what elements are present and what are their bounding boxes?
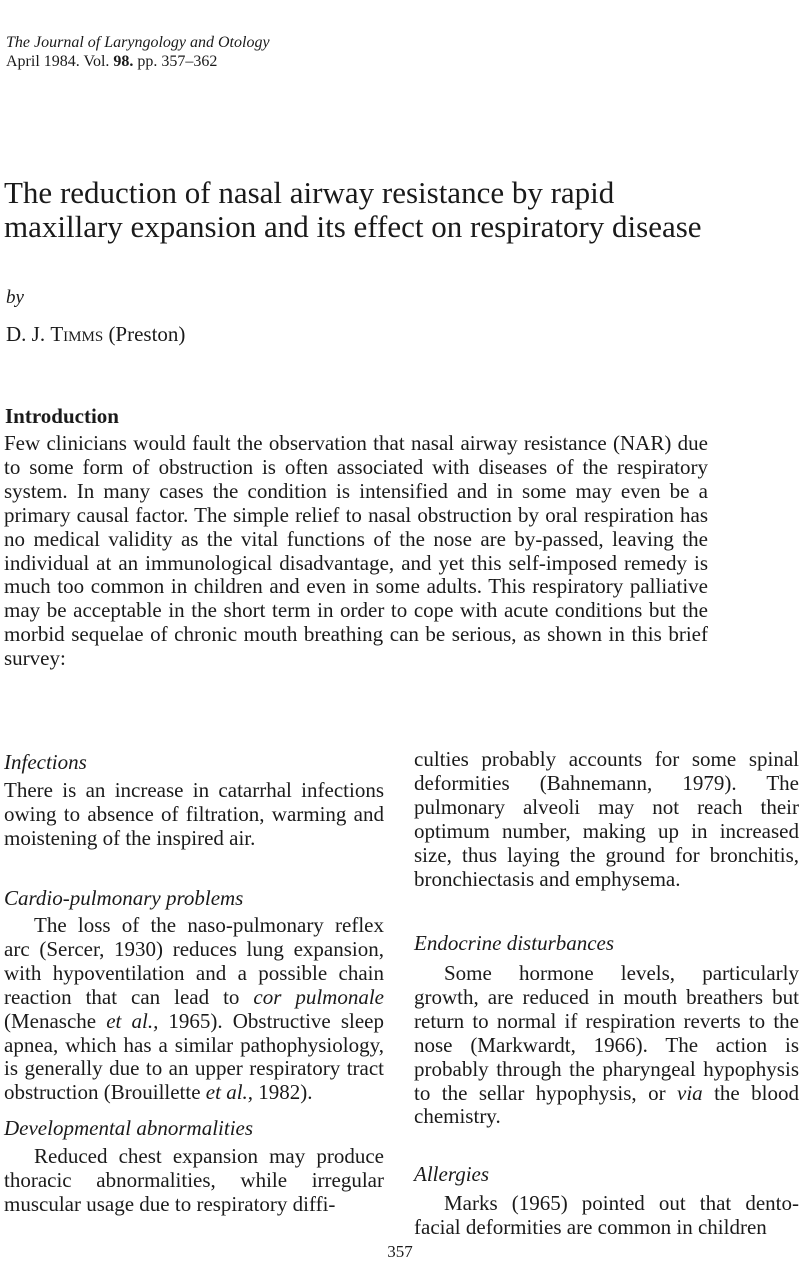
author-location: (Preston) <box>108 322 186 346</box>
journal-name: The Journal of Laryngology and Otology <box>6 34 270 51</box>
cor-pulmonale-term: cor pulmonale <box>253 984 384 1009</box>
developmental-paragraph: Reduced chest expansion may produce thoracic abnormalities, while irregular muscular usage due to respiratory diffi- <box>4 1144 384 1216</box>
endocrine-paragraph: Some hormone levels, particularly growth, are reduced in mouth breathers but return to normal if respiration reverts to the nose (Markwardt, 1966). The action is probably through the pharyngeal hypophysis to the sellar hypophysis, or via the blood chemistry. <box>414 961 799 1129</box>
developmental-paragraph-continued: culties probably accounts for some spinal deformities (Bahnemann, 1979). The pulmonary alveoli may not reach their optimum number, making up in increased size, thus laying the ground for bronchitis, bronchiectasis and emphysema. <box>414 747 799 891</box>
introduction-paragraph: Few clinicians would fault the observation that nasal airway resistance (NAR) due to some form of obstruction is often associated with diseases of the respiratory system. In many cases the condition is intensified and in some may even be a primary causal factor. The simple relief to nasal obstruction by oral respiration has no medical validity as the vital functions of the nose are by-passed, leaving the individual at an immunological disadvantage, and yet this self-imposed remedy is much too common in children and even in some adults. This respiratory palliative may be acceptable in the short term in order to cope with acute conditions but the morbid sequelae of chronic mouth breathing can be serious, as shown in this brief survey: <box>4 431 708 671</box>
endocrine-heading: Endocrine disturbances <box>414 931 615 955</box>
page-number: 357 <box>387 1242 413 1261</box>
cardio-paragraph: The loss of the naso-pulmonary reflex arc (Sercer, 1930) reduces lung expansion, with hypoventilation and a possible chain reaction that can lead to cor pulmonale (Menasche et al., 1965). Obstructive sleep apnea, which has a similar pathophysiology, is generally due to an upper respiratory tract obstruction (Brouillette et al., 1982). <box>4 913 384 1105</box>
cardio-heading: Cardio-pulmonary problems <box>4 886 244 910</box>
byline-by: by <box>6 287 24 308</box>
article-title: The reduction of nasal airway resistance by rapid maxillary expansion and its effect on respiratory disease <box>4 175 702 244</box>
page-range: pp. 357–362 <box>137 53 218 70</box>
allergies-heading: Allergies <box>414 1162 490 1186</box>
author <box>6 322 185 347</box>
introduction-heading: Introduction <box>5 404 119 428</box>
allergies-paragraph: Marks (1965) pointed out that dento-facial deformities are common in children <box>414 1191 799 1239</box>
volume-number: 98. <box>113 53 134 70</box>
author-surname: Timms <box>50 322 104 346</box>
developmental-heading: Developmental abnormalities <box>4 1116 254 1140</box>
author-initials: D. J. <box>6 322 46 346</box>
infections-heading: Infections <box>4 750 87 774</box>
issue-date: April 1984. Vol. <box>6 53 110 70</box>
journal-issue <box>6 52 217 72</box>
infections-paragraph: There is an increase in catarrhal infections owing to absence of filtration, warming and moistening of the inspired air. <box>4 778 384 850</box>
